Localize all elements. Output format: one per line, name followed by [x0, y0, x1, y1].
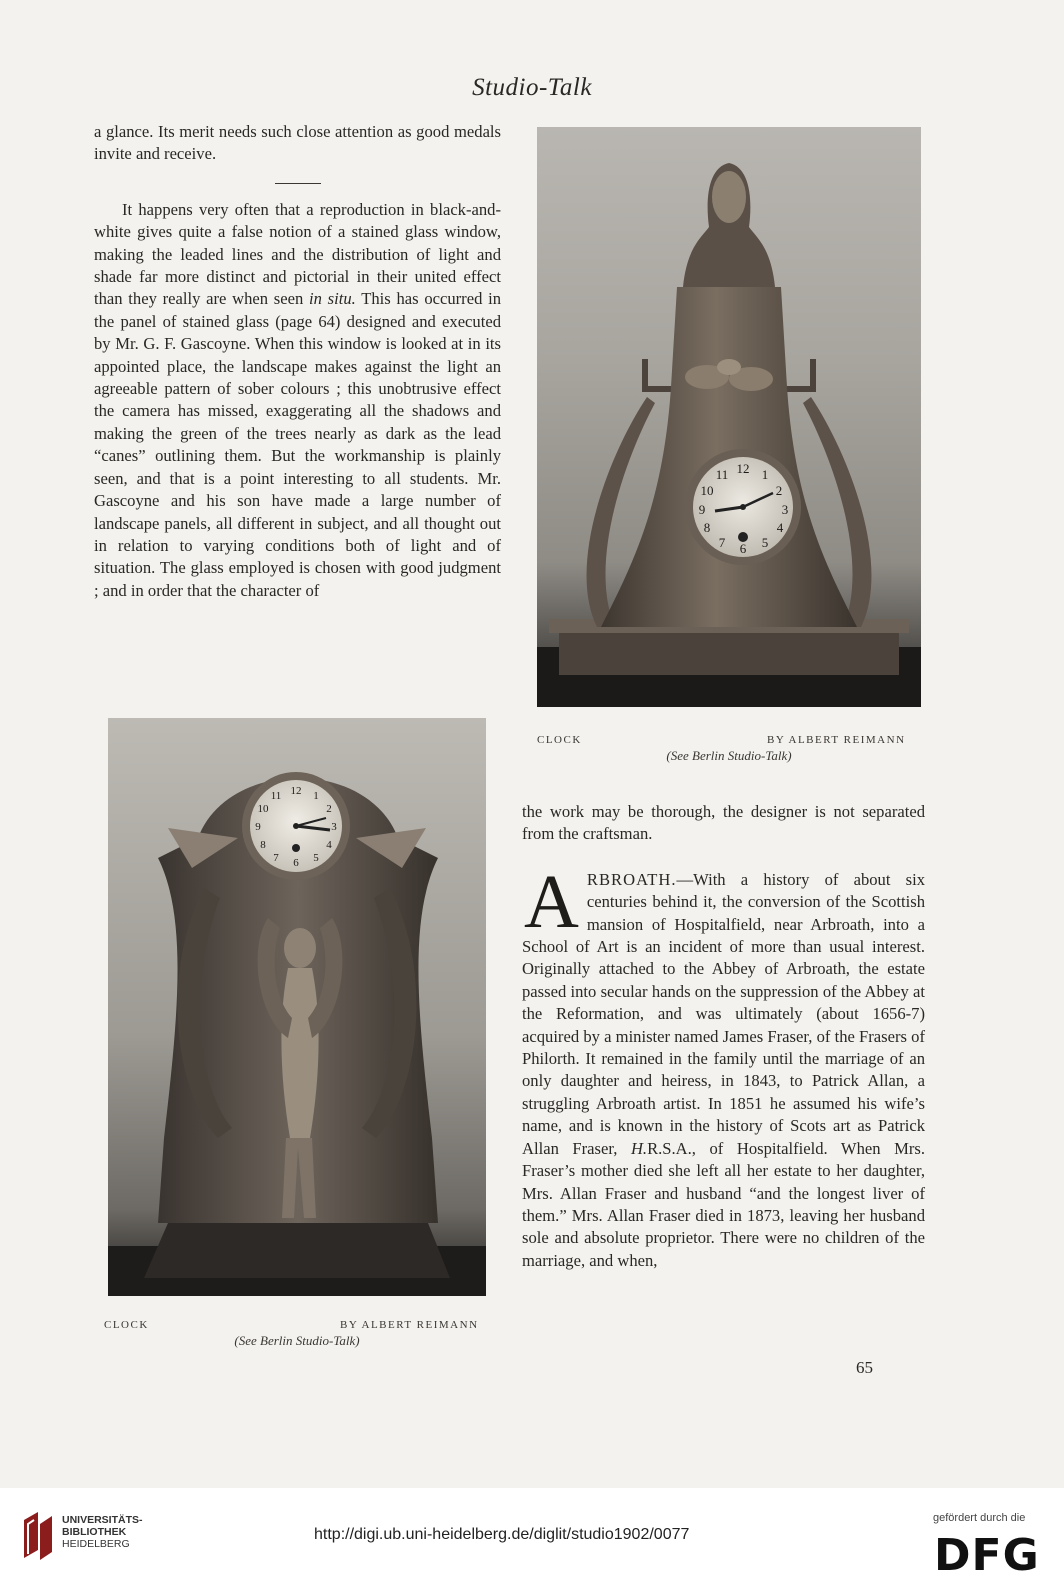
dial-numeral-11: 11 [715, 467, 729, 482]
dial-numeral-1: 1 [313, 790, 319, 802]
dial-numeral-4: 4 [326, 839, 332, 851]
dial-numeral-6: 6 [293, 857, 299, 869]
left-text-column [94, 121, 501, 602]
section-divider [275, 183, 321, 184]
source-url-link[interactable]: http://digi.ub.uni-heidelberg.de/diglit/studio1902/0077 [314, 1526, 690, 1543]
library-logo-icon [20, 1510, 54, 1562]
caption-bottom-sub: (See Berlin Studio-Talk) [234, 1333, 360, 1348]
dial-numeral-10: 10 [257, 803, 269, 815]
dial-numeral-5: 5 [313, 852, 319, 864]
dial-numeral-11: 11 [270, 790, 282, 802]
dial-numeral-12: 12 [736, 461, 750, 476]
dial-numeral-8: 8 [703, 520, 711, 535]
caption-bottom-right: BY ALBERT REIMANN [340, 1319, 479, 1331]
dial-numeral-7: 7 [273, 852, 279, 864]
dial-numeral-8: 8 [260, 839, 266, 851]
dial-numeral-9: 9 [255, 821, 261, 833]
running-head: Studio-Talk [472, 74, 592, 101]
funding-text: gefördert durch die [933, 1512, 1026, 1524]
digitization-footer [0, 1488, 1064, 1588]
dial-numeral-10: 10 [700, 483, 714, 498]
dial-numeral-3: 3 [781, 502, 789, 517]
library-name: UNIVERSITÄTS- BIBLIOTHEK HEIDELBERG [62, 1514, 143, 1550]
caption-top-left: CLOCK [537, 734, 582, 746]
drop-cap: A [524, 859, 579, 944]
dial-numeral-7: 7 [718, 535, 726, 550]
clock-bust-illustration [537, 127, 921, 707]
dial-numeral-12: 12 [290, 785, 302, 797]
dial-numeral-6: 6 [739, 541, 747, 556]
caption-top-right: BY ALBERT REIMANN [767, 734, 906, 746]
right-text-column [522, 801, 925, 1272]
dial-numeral-9: 9 [698, 502, 706, 517]
dial-numeral-2: 2 [775, 483, 783, 498]
dial-numeral-4: 4 [776, 520, 784, 535]
caption-top-sub: (See Berlin Studio-Talk) [666, 748, 792, 763]
left-paragraph-2: It happens very often that a reproduction in black-and-white gives quite a false notion of a stained glass window, making the leaded lines and the distribution of light and shade far more distinct and pictorial in their united effect than they really are when seen in situ. This has occurred in the panel of stained glass (page 64) designed and executed by Mr. G. F. Gascoyne. When this window is looked at in its appointed place, the landscape makes against the light an agreeable pattern of sober colours ; this unobtrusive effect the camera has missed, exaggerating all the shadows and making the green of the trees nearly as dark as the lead “canes” outlining them. But the workmanship is plainly seen, and that is a point interesting to all students. Mr. Gascoyne and his son have made a large number of landscape panels, all different in subject, and all thought out in relation to varying conditions both of light and of situation. The glass employed is chosen with good judgment ; and in order that the character of [94, 199, 502, 600]
clock-photo-bottom [108, 718, 486, 1296]
right-paragraph-2: ARBROATH.—With a history of about six centuries behind it, the conversion of the Scottish mansion of Hospitalfield, near Arbroath, into a School of Art is an incident of more than usual interest. Originally attached to the Abbey of Arbroath, the estate passed into secular hands on the suppression of the Abbey at the Reformation, and was ultimately (about 1656-7) acquired by a minister named James Fraser, of the Frasers of Philorth. It remained in the family until the marriage of an only daughter and heiress, in 1843, to Patrick Allan, a struggling Arbroath artist. In 1851 he assumed his wife’s name, and is known in the history of Scots art as Patrick Allan Fraser, H.R.S.A., of Hospitalfield. When Mrs. Fraser’s mother died she left all her estate to her daughter, Mrs. Allan Fraser and husband “and the longest liver of them.” Mrs. Allan Fraser died in 1873, leaving her husband sole and absolute proprietor. There were no children of the marriage, and when, [522, 859, 925, 1270]
dial-numeral-2: 2 [326, 803, 332, 815]
dial-numeral-3: 3 [331, 821, 337, 833]
right-paragraph-1: the work may be thorough, the designer is not separated from the craftsman. [522, 802, 925, 844]
dial-numeral-1: 1 [761, 467, 769, 482]
dfg-logo: DFG [934, 1530, 1040, 1581]
left-paragraph-1: a glance. Its merit needs such close attention as good medals invite and receive. [94, 122, 501, 164]
clock-figure-illustration [108, 718, 486, 1296]
clock-photo-top [537, 127, 921, 707]
dial-numeral-5: 5 [761, 535, 769, 550]
caption-bottom-left: CLOCK [104, 1319, 149, 1331]
page-number: 65 [856, 1358, 873, 1377]
